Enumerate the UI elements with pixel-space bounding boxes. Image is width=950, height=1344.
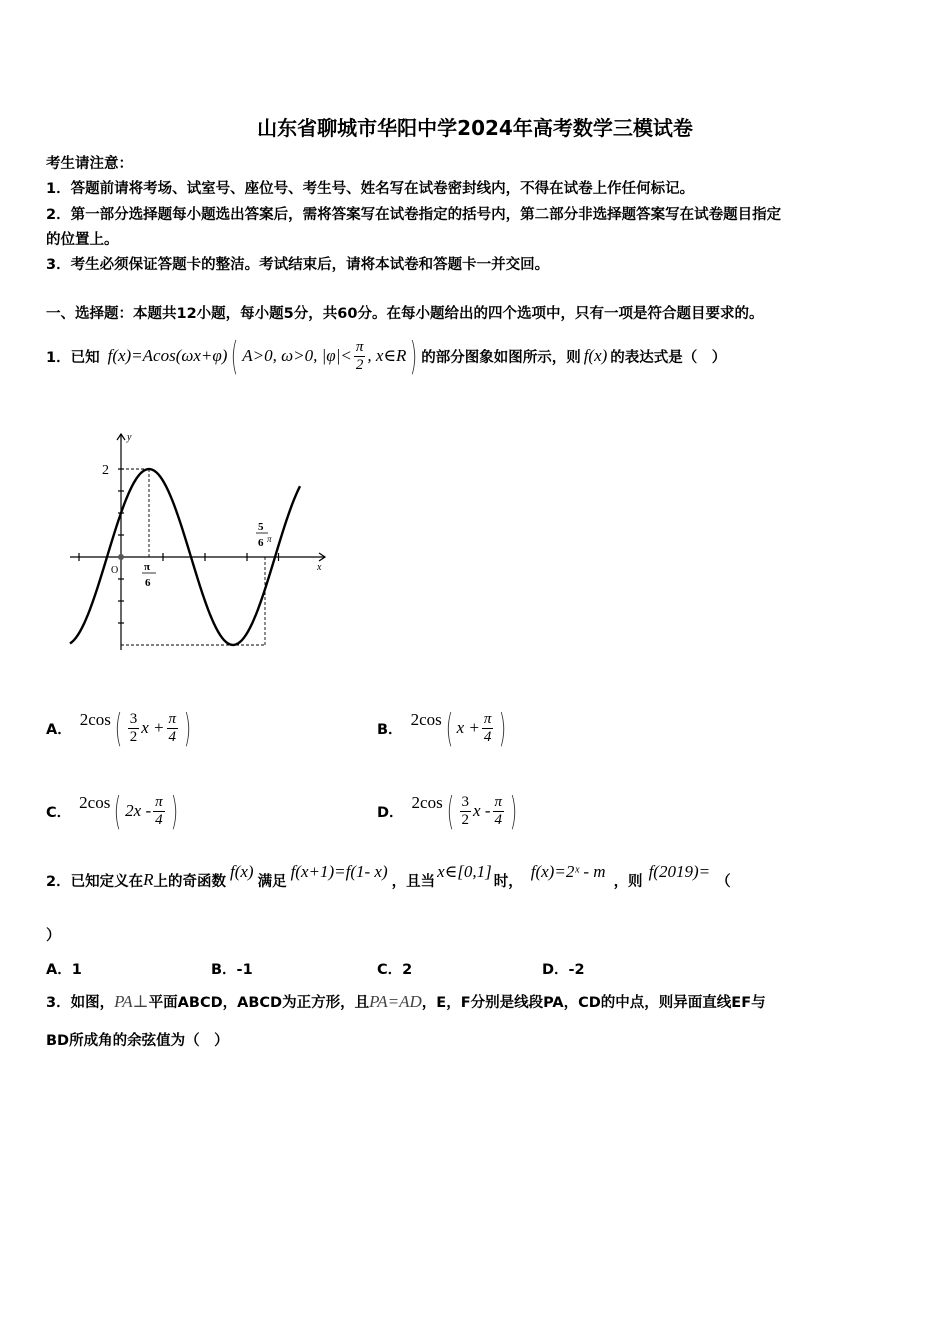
question-1: 1．已知 f(x)=Acos(ωx+φ) ( A>0, ω>0, |φ|< $\frac{\pi}{2}$ , x∈R ) 的部分图象如图所示，则 f(x) 的表达式是（ ）	[46, 334, 727, 378]
q1-condition: A>0, ω>0, |φ|<	[242, 346, 352, 365]
q1-text: 的部分图象如图所示，则	[421, 349, 581, 366]
question-2	[46, 860, 731, 900]
y-max-label: 2	[102, 463, 109, 478]
y-axis-label: y	[127, 432, 132, 443]
q2-text: 上的奇函数	[153, 873, 226, 890]
q1-prefix: 1．已知	[46, 349, 100, 366]
q1-condition-tail: , x∈R	[367, 346, 407, 365]
option-formula: 2x -	[125, 801, 152, 820]
q2-text: 时，	[493, 873, 523, 890]
fraction: $\frac{\pi}{4}$	[483, 710, 492, 745]
fraction: $\frac{3}{2}$	[461, 793, 470, 828]
tick-label: 5	[258, 521, 264, 533]
notice-item: 的位置上。	[46, 232, 119, 248]
q2-text: 2．已知定义在	[46, 873, 144, 890]
page-title: 山东省聊城市华阳中学2024年高考数学三模试卷	[257, 116, 693, 140]
notice-item: 3．考生必须保证答题卡的整洁。考试结束后，请将本试卷和答题卡一并交回。	[46, 257, 550, 273]
option-label: B．	[377, 721, 403, 738]
q2-formula: f(x)	[229, 862, 254, 881]
tick-label: 6	[258, 537, 264, 549]
option-label: D．	[377, 804, 404, 821]
fraction: $\frac{\pi}{4}$	[168, 710, 177, 745]
q2-formula: f(x)=2ˣ - m	[530, 862, 606, 881]
option-formula: x -	[473, 801, 491, 820]
fraction: $\frac{3}{2}$	[129, 710, 138, 745]
q2-option-d[interactable]: D．-2	[542, 962, 585, 978]
q2-close-paren: ）	[46, 928, 61, 944]
tick-label: 6	[145, 577, 151, 589]
q3-line2: BD所成角的余弦值为（ ）	[46, 1033, 229, 1049]
q3-text: 平面ABCD，ABCD为正方形，且	[148, 995, 370, 1011]
option-label: C．	[46, 804, 72, 821]
question-3	[46, 991, 766, 1012]
option-formula: 2cos	[79, 710, 111, 729]
tick-label: π	[144, 561, 151, 573]
q3-text: ，E，F分别是线段PA，CD的中点，则异面直线EF与	[421, 995, 766, 1011]
q3-text: 3．如图，	[46, 995, 115, 1011]
notice-item: 1．答题前请将考场、试室号、座位号、考生号、姓名写在试卷密封线内，不得在试卷上作任何标记。	[46, 181, 695, 197]
option-formula: 2cos	[410, 710, 442, 729]
q2-text: 满足	[257, 873, 287, 890]
notice-item: 2．第一部分选择题每小题选出答案后，需将答案写在试卷指定的括号内，第二部分非选择题答案写在试卷题目指定	[46, 207, 782, 223]
q2-formula: f(x+1)=f(1- x)	[290, 862, 388, 881]
q1-fx: f(x)	[583, 346, 608, 365]
q3-formula: PA⊥	[114, 992, 149, 1011]
option-formula: x +	[456, 718, 480, 737]
q1-option-d[interactable]: D． 2cos ( $\frac{3}{2}$ x - $\frac{\pi}{4}$ )	[377, 789, 518, 833]
option-label: A．	[46, 721, 72, 738]
q1-text2: 的表达式是（ ）	[610, 349, 727, 366]
q2-formula: f(2019)=	[648, 862, 711, 881]
function-graph	[60, 420, 340, 660]
q2-text: ，则	[613, 873, 643, 890]
origin-label: O	[111, 565, 119, 576]
tick-label: π	[267, 534, 272, 544]
q3-formula: PA=AD	[369, 992, 422, 1011]
q2-option-c[interactable]: C．2	[377, 962, 413, 978]
q2-formula: R	[143, 870, 154, 889]
section-heading: 一、选择题：本题共12小题，每小题5分，共60分。在每小题给出的四个选项中，只有一项是符合题目要求的。	[46, 306, 764, 322]
q1-option-a[interactable]: A． 2cos ( $\frac{3}{2}$ x + $\frac{\pi}{4}$ )	[46, 706, 192, 750]
option-formula: 2cos	[79, 793, 111, 812]
q2-option-b[interactable]: B．-1	[211, 962, 253, 978]
q1-formula: f(x)=Acos(ωx+φ)	[107, 346, 228, 365]
q2-option-a[interactable]: A．1	[46, 962, 82, 978]
notice-heading: 考生请注意：	[46, 156, 133, 172]
origin-dot	[118, 554, 124, 560]
q1-option-c[interactable]: C． 2cos ( 2x - $\frac{\pi}{4}$ )	[46, 789, 178, 833]
x-axis-label: x	[317, 562, 322, 573]
q2-text: ，且当	[391, 873, 436, 890]
fraction: $\frac{\pi}{2}$	[355, 338, 364, 373]
option-formula: x +	[141, 718, 165, 737]
q2-formula: x∈[0,1]	[437, 862, 492, 881]
q1-option-b[interactable]: B． 2cos ( x + $\frac{\pi}{4}$ )	[377, 706, 507, 750]
fraction: $\frac{\pi}{4}$	[494, 793, 503, 828]
fraction: $\frac{\pi}{4}$	[155, 793, 163, 828]
option-formula: 2cos	[411, 793, 443, 812]
q2-text: （	[716, 873, 731, 890]
